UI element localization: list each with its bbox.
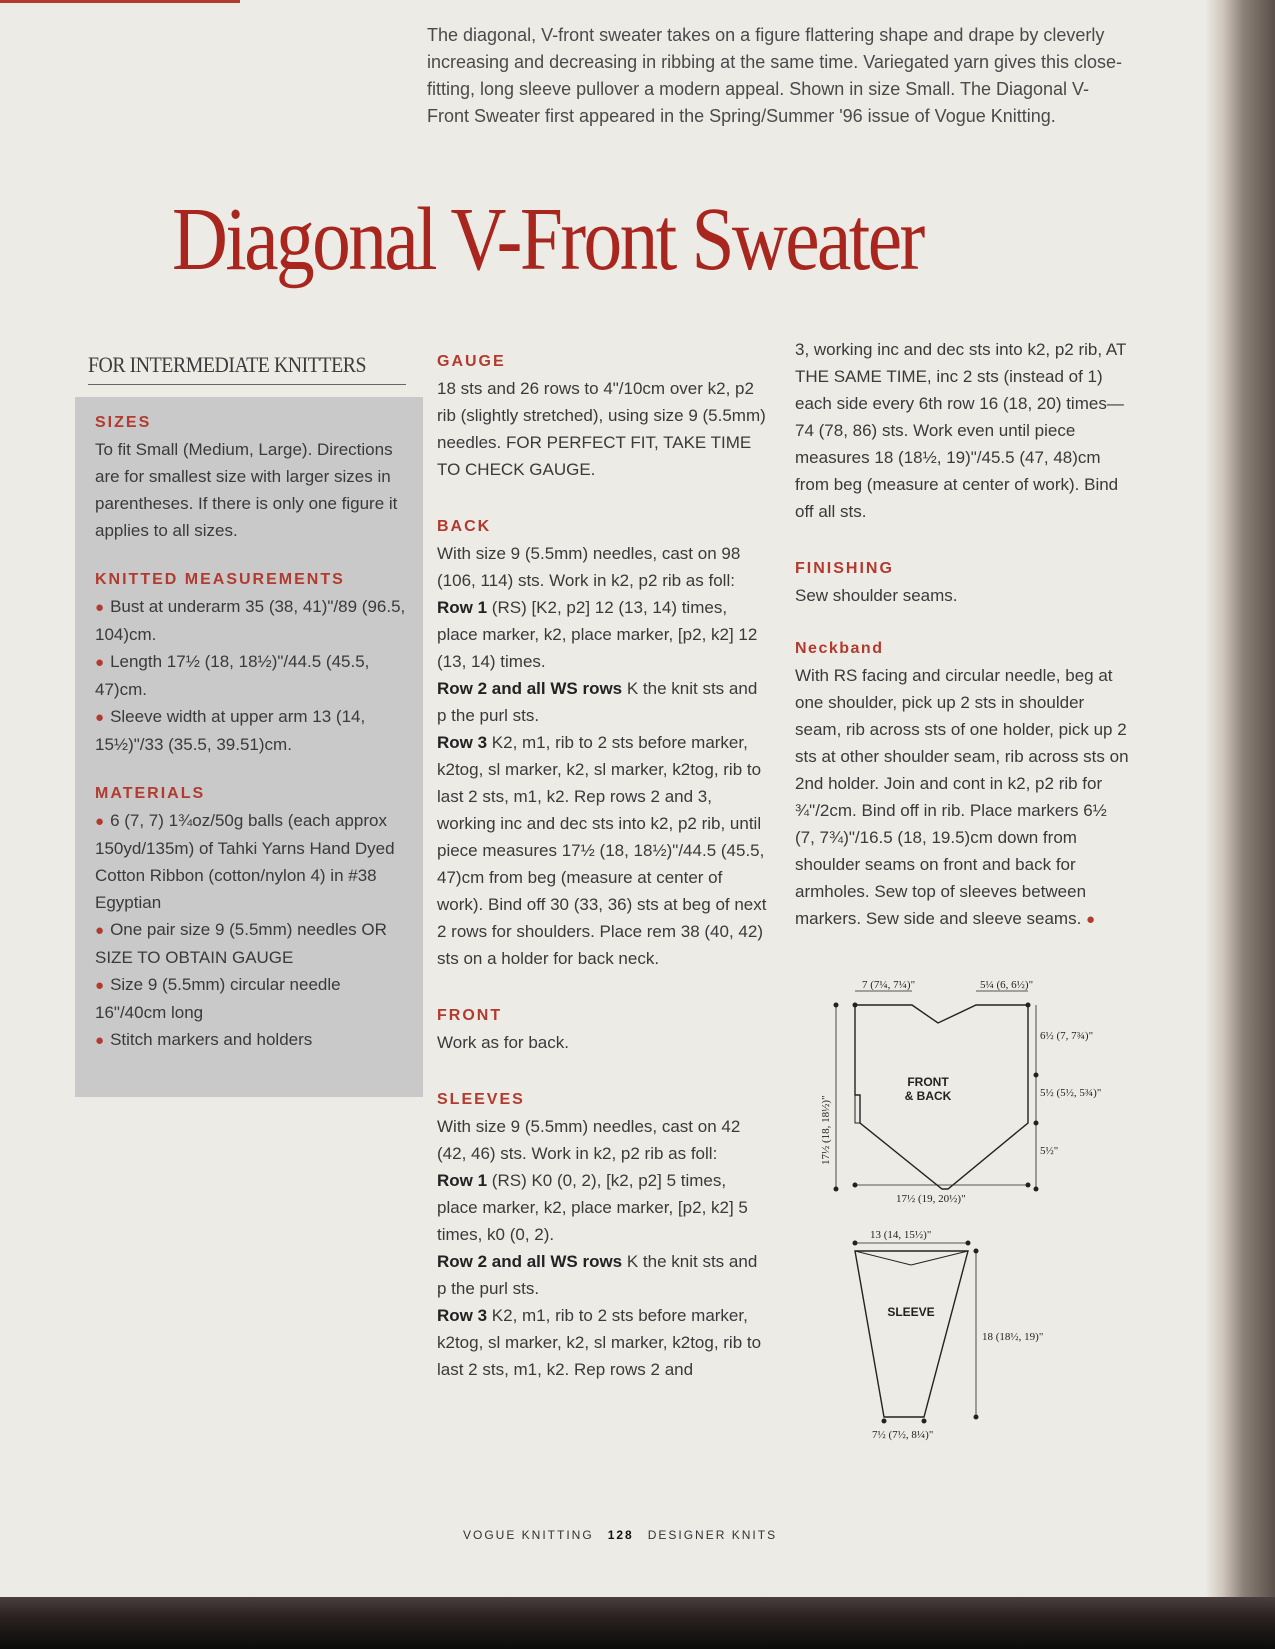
dim-body-side: 5½ (5½, 5¾)" — [1040, 1087, 1102, 1099]
neckband-heading: Neckband — [795, 640, 884, 657]
bullet-icon: ● — [95, 654, 105, 671]
sizes-section — [95, 409, 410, 544]
gauge-text: 18 sts and 26 rows to 4"/10cm over k2, p2 rib (slightly stretched), using size 9 (5.5mm) needles. FOR PERFECT FIT, TAKE TIME TO CHECK GAUGE. — [437, 379, 766, 479]
list-item: ● Size 9 (5.5mm) circular needle 16"/40cm long — [95, 975, 341, 1022]
back-intro: With size 9 (5.5mm) needles, cast on 98 (106, 114) sts. Work in k2, p2 rib as foll: — [437, 544, 741, 590]
measurements-section — [95, 566, 410, 758]
front-text: Work as for back. — [437, 1033, 569, 1052]
list-item: ● Sleeve width at upper arm 13 (14, 15½)"/33 (35.5, 39.51)cm. — [95, 707, 366, 754]
back-row-1: Row 1 (RS) [K2, p2] 12 (13, 14) times, place marker, k2, place marker, [p2, k2] 12 (13, 14) times. — [437, 598, 758, 671]
sleeves-row-2: Row 2 and all WS rows K the knit sts and p the purl sts. — [437, 1252, 758, 1298]
page-footer — [463, 1528, 777, 1542]
bullet-icon: ● — [95, 977, 105, 994]
sizes-heading: SIZES — [95, 414, 152, 431]
page-bottom-edge — [0, 1597, 1275, 1649]
end-mark-icon: ● — [1086, 911, 1096, 928]
schematic-diagrams — [800, 975, 1130, 1480]
front-section — [437, 1002, 767, 1056]
sleeves-row-3: Row 3 K2, m1, rib to 2 sts before marker, k2tog, sl marker, k2, sl marker, k2tog, rib to last 2 sts, m1, k2. Rep rows 2 and — [437, 1306, 762, 1379]
back-heading: BACK — [437, 518, 492, 535]
footer-magazine: VOGUE KNITTING — [463, 1528, 594, 1542]
dim-body-top-side: 5¼ (6, 6½)" — [980, 979, 1034, 991]
book-spine-shadow — [1205, 0, 1275, 1649]
intro-paragraph: The diagonal, V-front sweater takes on a figure flattering shape and drape by cleverly increasing and decreasing in ribbing at the same time. Variegated yarn gives this close-fitting, long sleeve pullover a modern appeal. Shown in size Small. The Diagonal V-Front Sweater first appeared in the Spring/Summer '96 issue of Vogue Knitting. — [427, 25, 1123, 126]
list-item: ● Length 17½ (18, 18½)"/44.5 (45.5, 47)cm. — [95, 652, 370, 699]
top-accent-rule — [0, 0, 240, 3]
bullet-icon: ● — [95, 922, 105, 939]
page-title: Diagonal V-Front Sweater — [172, 190, 923, 289]
finishing-section — [795, 555, 1130, 609]
back-row-2: Row 2 and all WS rows K the knit sts and p the purl sts. — [437, 679, 758, 725]
page-number: 128 — [607, 1528, 634, 1542]
list-item: ● Stitch markers and holders — [95, 1030, 313, 1049]
dim-sleeve-length: 18 (18½, 19)" — [982, 1331, 1044, 1343]
footer-section: DESIGNER KNITS — [647, 1528, 778, 1542]
skill-level-label: FOR INTERMEDIATE KNITTERS — [88, 352, 367, 377]
schematic-lines — [800, 975, 1130, 1480]
sizes-text: To fit Small (Medium, Large). Directions are for smallest size with larger sizes in parentheses. If there is only one figure it applies to all sizes. — [95, 440, 398, 540]
front-heading: FRONT — [437, 1007, 503, 1024]
back-row-3: Row 3 K2, m1, rib to 2 sts before marker, k2tog, sl marker, k2, sl marker, k2tog, rib to last 2 sts, m1, k2. Rep rows 2 and 3, working inc and dec sts into k2, p2 rib, until piece measures 17½ (18, 18½)"/44.5 (45.5, 47)cm from beg (measure at center of work). Bind off 30 (33, 36) sts at beg of next 2 rows for shoulders. Place rem 38 (40, 42) sts on a holder for back neck. — [437, 733, 767, 968]
neckband-section — [795, 635, 1130, 933]
materials-heading: MATERIALS — [95, 785, 206, 802]
neckband-text: With RS facing and circular needle, beg at one shoulder, pick up 2 sts in shoulder seam, rib across sts of one holder, pick up 2 sts at other shoulder seam, rib across sts on 2nd holder. Join and cont in k2, p2 rib for ¾"/2cm. Bind off in rib. Place markers 6½ (7, 7¾)"/16.5 (18, 19.5)cm down from shoulder seams on front and back for armholes. Sew top of sleeves between markers. Sew side and sleeve seams. ● — [795, 666, 1129, 928]
sleeve-piece-label: SLEEVE — [887, 1305, 935, 1319]
finishing-heading: FINISHING — [795, 560, 894, 577]
list-item: ● One pair size 9 (5.5mm) needles OR SIZE TO OBTAIN GAUGE — [95, 920, 387, 967]
list-item: ● 6 (7, 7) 1¾oz/50g balls (each approx 150yd/135m) of Tahki Yarns Hand Dyed Cotton Ribbon (cotton/nylon 4) in #38 Egyptian — [95, 811, 395, 912]
dim-sleeve-bottom: 7½ (7½, 8¼)" — [872, 1429, 934, 1441]
bullet-icon: ● — [95, 813, 105, 830]
body-piece-label: FRONT & BACK — [904, 1075, 952, 1103]
gauge-section — [437, 348, 767, 483]
dim-body-width: 17½ (19, 20½)" — [896, 1193, 966, 1205]
dim-body-top-center: 7 (7¼, 7¼)" — [862, 979, 916, 991]
column-2 — [437, 348, 767, 1405]
bullet-icon: ● — [95, 709, 105, 726]
dim-sleeve-top: 13 (14, 15½)" — [870, 1229, 932, 1241]
sleeves-continued-text: 3, working inc and dec sts into k2, p2 rib, AT THE SAME TIME, inc 2 sts (instead of 1) each side every 6th row 16 (18, 20) times—74 (78, 86) sts. Work even until piece measures 18 (18½, 19)"/45.5 (47, 48)cm from beg (measure at center of work). Bind off all sts. — [795, 340, 1127, 521]
dim-body-length: 17½ (18, 18½)" — [820, 1095, 832, 1165]
column-3 — [795, 336, 1130, 955]
finishing-text: Sew shoulder seams. — [795, 586, 958, 605]
measurements-heading: KNITTED MEASUREMENTS — [95, 571, 345, 588]
dim-body-armhole: 6½ (7, 7¾)" — [1040, 1030, 1094, 1042]
sleeves-row-1: Row 1 (RS) K0 (0, 2), [k2, p2] 5 times, place marker, k2, place marker, [p2, k2] 5 times, k0 (0, 2). — [437, 1171, 748, 1244]
materials-section — [95, 780, 410, 1054]
column-1 — [95, 409, 410, 1076]
sleeves-section — [437, 1086, 767, 1383]
dim-body-point: 5½" — [1040, 1145, 1059, 1157]
list-item: ● Bust at underarm 35 (38, 41)"/89 (96.5, 104)cm. — [95, 597, 406, 644]
skill-level-rule — [88, 384, 406, 385]
bullet-icon: ● — [95, 599, 105, 616]
sleeves-heading: SLEEVES — [437, 1091, 525, 1108]
sleeve-outline — [855, 1251, 968, 1417]
bullet-icon: ● — [95, 1032, 105, 1049]
sleeves-continued — [795, 336, 1130, 525]
back-section — [437, 513, 767, 972]
sleeves-intro: With size 9 (5.5mm) needles, cast on 42 (42, 46) sts. Work in k2, p2 rib as foll: — [437, 1117, 741, 1163]
gauge-heading: GAUGE — [437, 353, 506, 370]
